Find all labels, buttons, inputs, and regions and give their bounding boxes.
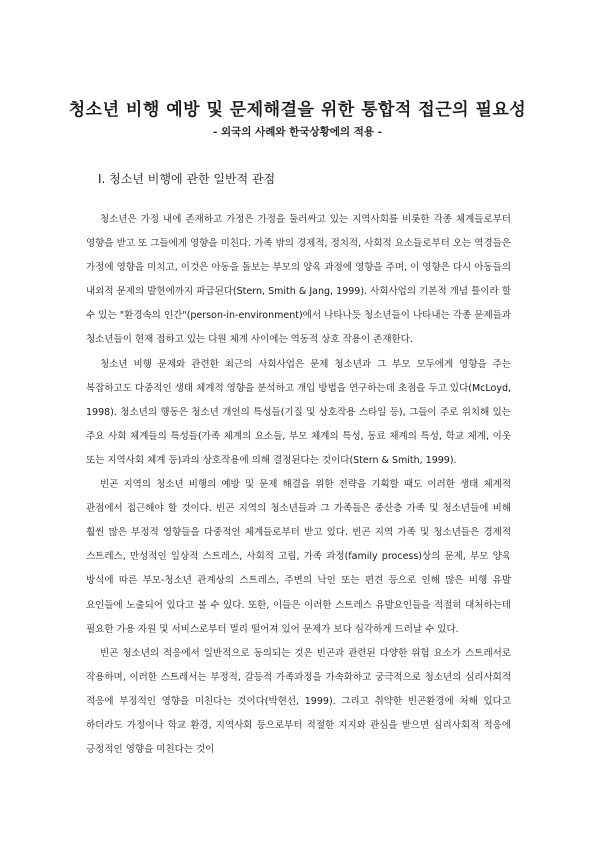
section-heading: I. 청소년 비행에 관한 일반적 관점: [98, 172, 276, 186]
paragraph-3: 빈곤 지역의 청소년 비행의 예방 및 문제 해결을 위한 전략을 기획할 때도 이러한 생태 체계적 관점에서 접근해야 할 것이다. 빈곤 지역의 청소년들과 그 가족들은 중산층 가족 및 청소년들에 비해 훨씬 많은 부정적 영향들을 다중적인 체계들로부터 받고 있다. 빈곤 지역 가족 및 청소년들은 경제적 스트레스, 만성적인 일상적 스트레스, 사회적 고립, 가족 과정(family process)상의 문제, 부모 양육 방식에 따른 부모-청소년 관계상의 스트레스, 주변의 낙인 또는 편견 등으로 인해 많은 비행 유발 요인들에 노출되어 있다고 볼 수 있다. 또한, 이들은 이러한 스트레스 유발요인들을 적절히 대처하는데 필요한 가용 자원 및 서비스로부터 멀리 떨어져 있어 문제가 보다 심각하게 드러날 수 있다.: [86, 479, 511, 635]
paragraph-1: 청소년은 가정 내에 존재하고 가정은 가정을 둘러싸고 있는 지역사회를 비롯한 각종 체계들로부터 영향을 받고 또 그들에게 영향을 미친다. 가족 밖의 경제적, 정치적, 사회적 요소들로부터 오는 역경들은 가정에 영향을 미치고, 이것은 아동을 돌보는 부모의 양육 과정에 영향을 주며, 이 영향은 다시 아동들의 내외적 문제의 발현에까지 파급된다(Stern, Smith & Jang, 1999). 사회사업의 기본적 개념 틀이라 할 수 있는 "환경속의 인간"(person-in-environment)에서 나타나듯 청소년들이 나타내는 각종 문제들과 청소년들이 현재 접하고 있는 다원 체계 사이에는 역동적 상호 작용이 존재한다.: [86, 214, 511, 346]
paragraph-4: 빈곤 청소년의 적응에서 일반적으로 동의되는 것은 빈곤과 관련된 다양한 위험 요소가 스트레서로 작용하며, 이러한 스트레서는 부정적, 갈등적 가족과정을 가속화하고 궁극적으로 청소년의 심리사회적 적응에 부정적인 영향을 미친다는 것이다(박현선, 1999). 그리고 취약한 빈곤환경에 처해 있다고 하더라도 가정이나 학교 환경, 지역사회 등으로부터 적절한 지지와 관심을 받으면 심리사회적 적응에 긍정적인 영향을 미친다는 것이: [86, 647, 511, 756]
body-text: [86, 208, 511, 762]
document-subtitle: - 외국의 사례와 한국상황에의 적용 -: [213, 126, 382, 138]
paragraph-2: 청소년 비행 문제와 관련한 최근의 사회사업은 문제 청소년과 그 부모 모두에게 영향을 주는 복잡하고도 다중적인 생태 체계적 영향을 분석하고 개입 방법을 연구하는데 초점을 두고 있다(McLoyd, 1998). 청소년의 행동은 청소년 개인의 특성들(기질 및 상호작용 스타일 등), 그들이 주로 위치해 있는 주요 사회 체계들의 특성들(가족 체계의 요소들, 부모 체계의 특성, 동료 체계의 특성, 학교 체계, 이웃 또는 지역사회 체계 등)과의 상호작용에 의해 결정된다는 것이다(Stern & Smith, 1999).: [86, 358, 511, 466]
document-title: 청소년 비행 예방 및 문제해결을 위한 통합적 접근의 필요성: [68, 100, 527, 120]
